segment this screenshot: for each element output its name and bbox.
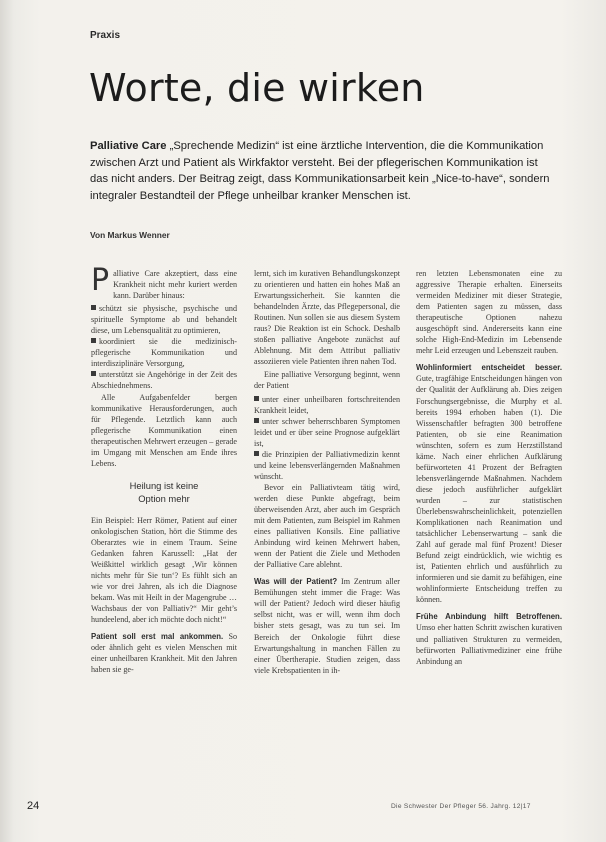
text-column-3	[416, 268, 562, 669]
page-number: 24	[27, 800, 40, 812]
byline: Von Markus Wenner	[90, 230, 170, 240]
list-item: unter schwer beherrschbaren Symptomen leidet und er über seine Prognose aufgeklärt ist,	[254, 416, 400, 448]
body-paragraph: Patient soll erst mal ankommen. So oder ähnlich geht es vielen Menschen mit einer unheilbaren Krankheit. Mit den Jahren haben sie ge-	[91, 632, 237, 675]
body-paragraph: Wohlinformiert entscheidet besser. Gute, tragfähige Entscheidungen hängen von der Qualität der Aufklärung ab. Dies zeigen Forschungsergebnisse, die Murphy et al. bereits 1994 erhoben haben (1). Die Wissenschaftler befragten 300 betroffene Patienten, ob sie eine Reanimation wünschten, sofern es zum Herzstillstand käme. Nach einer ehrlichen Aufklärung befürworteten 41 Prozent der Befragten lebensverlängernde Maßnahmen. Nachdem diese jedoch ausführlicher aufgeklärt wurden – zur statistischen Überlebenswahrscheinlichkeit, potenziellen Komplikationen nach Reanimation und tatsächlicher Lebenserwartung – sank die Zahl auf gerade mal fünf Prozent! Dieser Befund zeigt eindrücklich, wie wichtig es ist, Patienten ehrlich und ausführlich zu informieren und sie damit zu befähigen, eine wohlinformierte Entscheidung treffen zu können.	[416, 363, 562, 605]
text-column-2	[254, 268, 400, 678]
bullet-square-icon	[254, 418, 259, 423]
section-label: Praxis	[90, 30, 121, 41]
list-item: unterstützt sie Angehörige in der Zeit des Abschiednehmens.	[91, 370, 237, 391]
run-in-heading: Was will der Patient?	[254, 577, 338, 587]
bullet-square-icon	[91, 371, 96, 376]
list-item: unter einer unheilbaren fortschreitenden Krankheit leidet,	[254, 394, 400, 415]
list-item: koordiniert sie die medizinisch-pflegerische Kommunikation und interdisziplinäre Versorgung,	[91, 337, 237, 369]
intro-paragraph: Palliative Care akzeptiert, dass eine Krankheit nicht mehr kuriert werden kann. Darüber hinaus:	[91, 263, 237, 301]
body-paragraph: ren letzten Lebensmonaten eine zu aggressive Therapie erhalten. Einerseits vermeiden Mediziner mit dieser Strategie, dem Patienten sagen zu müssen, dass therapeutische Optionen nahezu ausgeschöpft sind. Andererseits kann eine solche High-End-Medizin im Lebensende mehr Leid erzeugen und Lebenszeit rauben.	[416, 269, 562, 356]
list-item: schützt sie physische, psychische und spirituelle Symptome ab und behandelt diese, um Lebensqualität zu optimieren,	[91, 304, 237, 336]
list-item: die Prinzipien der Palliativmedizin kennt und keine lebensverlängernden Maßnahmen wünscht.	[254, 449, 400, 481]
bullet-square-icon	[254, 396, 259, 401]
body-paragraph: lernt, sich im kurativen Behandlungskonzept zu orientieren und hatten ein hohes Maß an Erwartungssicherheit. Sie kannten die behandelnden Ärzte, das Pflegepersonal, die Routinen. Nun sollen sie aus diesem System raus? Die Reaktion ist ein Schock. Deshalb stoßen palliative Angebote zunächst auf Ablehnung. Mit dem Attribut palliativ assoziieren viele Patienten ihren nahen Tod.	[254, 269, 400, 367]
lead-text: „Sprechende Medizin“ ist eine ärztliche Intervention, die die Kommunikation zwischen Arzt und Patient als Wirkfaktor versteht. Bei der pflegerischen Kommunikation ist das nicht anders. Der Beitrag zeigt, dass Kommunikationsarbeit kein „Nice-to-have“, sondern integraler Bestandteil der Pflege unheilbar kranker Menschen ist.	[90, 140, 550, 202]
bullet-square-icon	[254, 451, 259, 456]
body-paragraph: Bevor ein Palliativteam tätig wird, werden diese Punkte abgefragt, beim überweisenden Arzt, aber auch im Gespräch mit dem Patienten, zum Beispiel im Rahmen eines palliativen Konsils. Eine palliative Anbindung wird keinen Mehrwert haben, wenn der Patient die Ziele und Methoden der Palliative Care ablehnt.	[254, 482, 400, 570]
body-paragraph: Eine palliative Versorgung beginnt, wenn der Patient	[254, 370, 400, 391]
lead-keyword: Palliative Care	[90, 140, 167, 152]
body-paragraph: Was will der Patient? Im Zentrum aller Bemühungen steht immer die Frage: Was will der Patient? Jedoch wird dieser häufig selbst nicht, was er will, wenn ihm doch bisher stets gesagt, was zu tun sei. Im Bereich der Onkologie führt diese Erwartungshaltung in manchen Fällen zu einer Übertherapie. Studien zeigen, dass viele Krebspatienten in ih-	[254, 577, 400, 675]
body-paragraph: Ein Beispiel: Herr Römer, Patient auf einer onkologischen Station, hört die Stimme des Oberarztes wie in einem Traum. Seine Gedanken fahren Karussell: „Hat der Weißkittel wirklich gesagt ‚Wir können nichts mehr für Sie tun‘? Es fühlt sich an wie vor drei Jahren, als ich die Diagnose bekam. Was mit Heilt in der Magengrube … Wachsbaus der von Palliativ?“ Mir geht’s hundeelend, aber ich möchte doch nicht!“	[91, 515, 237, 625]
body-paragraph: Alle Aufgabenfelder bergen kommunikative Herausforderungen, auch für Pflegende. Letztlich kann auch pflegerische Kommunikation einen therapeutischen Mehrwert erzeugen – gerade im Umgang mit Menschen am Ende ihres Lebens.	[91, 392, 237, 468]
body-paragraph: Frühe Anbindung hilft Betroffenen. Umso eher hatten Schritt zwischen kurativen und palliativen Strukturen zu vermeiden, befürworten Palliativmediziner eine frühe Anbindung an	[416, 612, 562, 666]
lead-paragraph	[90, 138, 552, 204]
run-in-heading: Wohlinformiert entscheidet besser.	[416, 363, 562, 373]
journal-footer: Die Schwester Der Pfleger 56. Jahrg. 12|17	[391, 803, 531, 810]
run-in-heading: Frühe Anbindung hilft Betroffenen.	[416, 612, 562, 622]
article-title: Worte, die wirken	[89, 66, 425, 110]
subheading: Heilung ist keine Option mehr	[129, 479, 199, 504]
run-in-heading: Patient soll erst mal ankommen.	[91, 632, 224, 642]
bullet-square-icon	[91, 305, 96, 310]
drop-cap: P	[91, 263, 110, 298]
text-column-1	[91, 263, 237, 678]
bullet-square-icon	[91, 338, 96, 343]
